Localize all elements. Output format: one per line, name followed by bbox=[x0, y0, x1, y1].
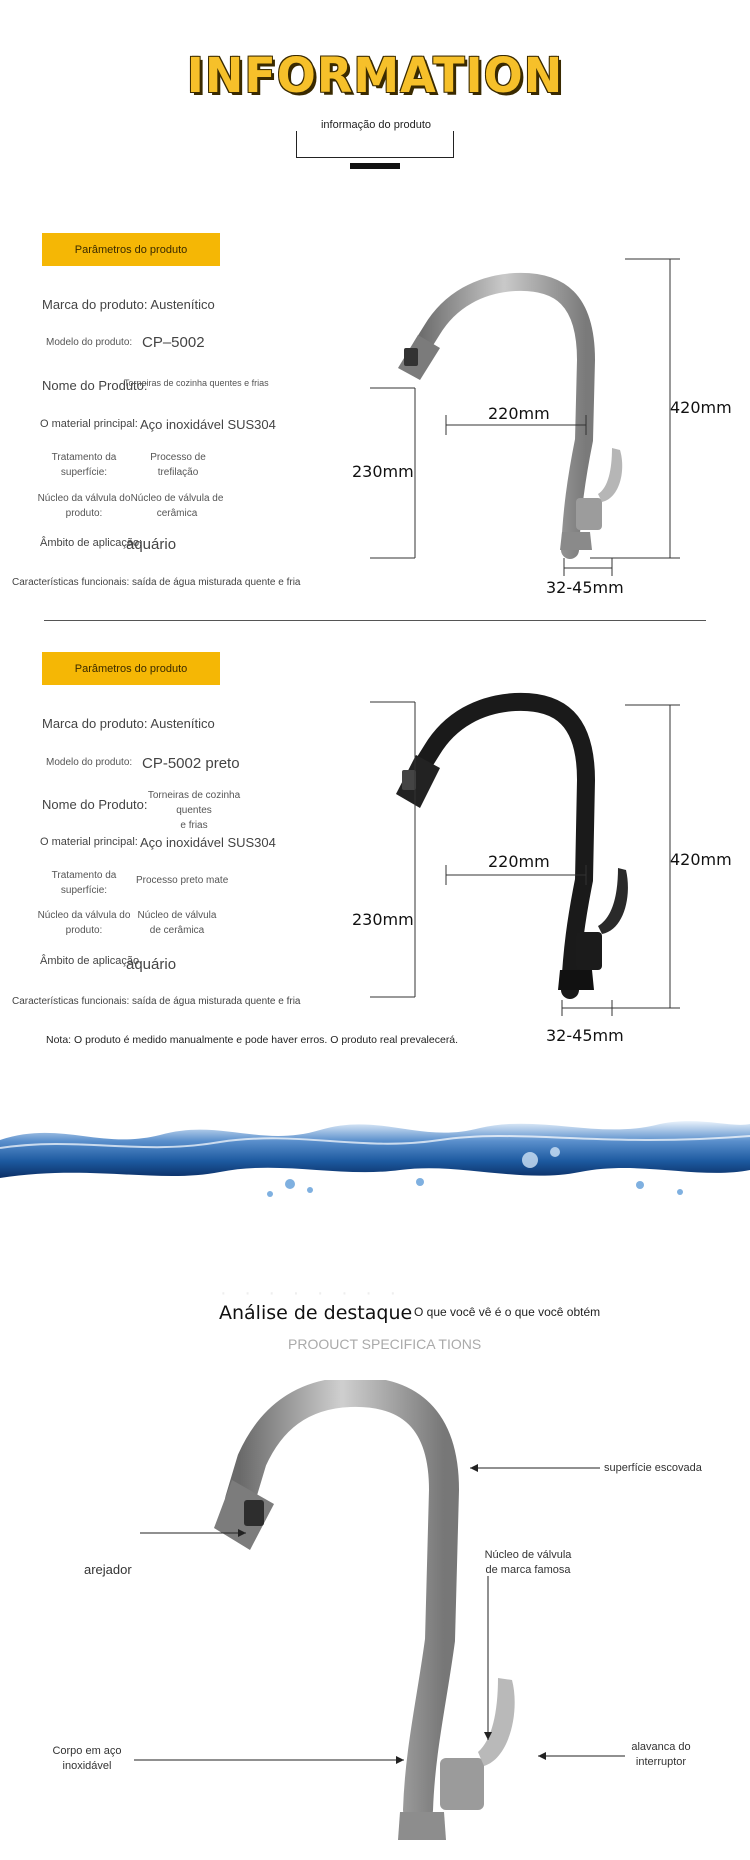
callout-body bbox=[46, 1744, 128, 1774]
surface-value-1 bbox=[136, 450, 220, 480]
surface-label-line1: Tratamento da bbox=[51, 870, 117, 881]
scope-label-1: Âmbito de aplicação: bbox=[40, 537, 143, 549]
valve-label-line2: produto: bbox=[65, 925, 103, 936]
surface-value-line2: trefilação bbox=[157, 467, 199, 478]
surface-value-2: Processo preto mate bbox=[136, 875, 229, 886]
valve-value-1 bbox=[130, 491, 224, 521]
material-value-2: Aço inoxidável SUS304 bbox=[140, 835, 276, 850]
dim-reach-2: 220mm bbox=[488, 852, 550, 871]
callout-body-line1: Corpo em aço bbox=[52, 1745, 122, 1757]
dim-spout-1: 230mm bbox=[352, 462, 414, 481]
valve-label-line2: produto: bbox=[65, 508, 103, 519]
valve-value-line1: Núcleo de válvula de bbox=[130, 493, 224, 504]
measurement-note: Nota: O produto é medido manualmente e pode haver erros. O produto real prevalecerá. bbox=[46, 1034, 459, 1046]
name-value-line2: e frias bbox=[180, 820, 208, 831]
subtitle-underline bbox=[350, 163, 400, 169]
dim-spout-2: 230mm bbox=[352, 910, 414, 929]
dim-height-2: 420mm bbox=[670, 850, 732, 869]
surface-label-2 bbox=[40, 868, 128, 898]
model-label-2: Modelo do produto: bbox=[46, 757, 133, 768]
params-tag-2: Parâmetros do produto bbox=[42, 652, 220, 685]
material-value-1: Aço inoxidável SUS304 bbox=[140, 417, 276, 432]
brand-row-1 bbox=[42, 297, 215, 312]
dim-base-1: 32-45mm bbox=[546, 578, 624, 597]
callout-surface: superfície escovada bbox=[604, 1462, 702, 1474]
scope-value-1: aquário bbox=[126, 536, 177, 553]
subtitle-frame bbox=[296, 127, 454, 158]
name-value-1: Torneiras de cozinha quentes e frias bbox=[124, 378, 269, 388]
water-splash-image bbox=[0, 1100, 750, 1200]
name-label-1: Nome do Produto: bbox=[42, 378, 148, 393]
callout-lever bbox=[622, 1740, 700, 1770]
valve-label-2 bbox=[36, 908, 132, 938]
name-label-2: Nome do Produto: bbox=[42, 797, 148, 812]
section-divider bbox=[44, 620, 706, 621]
callout-aerator: arejador bbox=[84, 1562, 132, 1577]
brand-row-2 bbox=[42, 716, 215, 731]
params-tag-1: Parâmetros do produto bbox=[42, 233, 220, 266]
highlight-spec-label: PROOUCT SPECIFICA TIONS bbox=[288, 1336, 482, 1352]
callout-lever-line2: interruptor bbox=[635, 1756, 687, 1768]
features-2: Características funcionais: saída de água misturada quente e fria bbox=[12, 996, 301, 1007]
callout-valve-line1: Núcleo de válvula bbox=[484, 1549, 572, 1561]
faucet-black-diagram bbox=[340, 660, 740, 1020]
valve-label-1 bbox=[36, 491, 132, 521]
dim-base-2: 32-45mm bbox=[546, 1026, 624, 1045]
model-value-1: CP–5002 bbox=[142, 334, 205, 351]
valve-value-line1: Núcleo de válvula bbox=[137, 910, 217, 921]
surface-label-line2: superfície: bbox=[60, 885, 108, 896]
valve-value-line2: cerâmica bbox=[156, 508, 198, 519]
highlight-title: Análise de destaque bbox=[219, 1302, 413, 1324]
brand-label: Marca do produto: bbox=[42, 716, 148, 731]
page-subtitle: informação do produto bbox=[296, 119, 456, 131]
name-value-2 bbox=[132, 788, 256, 833]
callout-valve bbox=[482, 1548, 574, 1578]
surface-value-line1: Processo de bbox=[150, 452, 206, 463]
surface-label-line2: superfície: bbox=[60, 467, 108, 478]
valve-value-2 bbox=[130, 908, 224, 938]
highlight-subtitle: O que você vê é o que você obtém bbox=[414, 1305, 601, 1319]
dim-reach-1: 220mm bbox=[488, 404, 550, 423]
material-label-1: O material principal: bbox=[40, 418, 138, 430]
scope-label-2: Âmbito de aplicação bbox=[40, 955, 140, 967]
valve-label-line1: Núcleo da válvula do bbox=[37, 493, 131, 504]
page-title: INFORMATION bbox=[186, 46, 564, 104]
brand-label: Marca do produto: bbox=[42, 297, 148, 312]
callout-valve-line2: de marca famosa bbox=[485, 1564, 571, 1576]
name-value-line1: Torneiras de cozinha quentes bbox=[147, 790, 241, 816]
dim-height-1: 420mm bbox=[670, 398, 732, 417]
callout-body-line2: inoxidável bbox=[62, 1760, 112, 1772]
features-1: Características funcionais: saída de água misturada quente e fria bbox=[12, 577, 301, 588]
faucet-steel-large bbox=[214, 1392, 515, 1840]
brand-value: Austenítico bbox=[150, 297, 215, 312]
brand-value: Austenítico bbox=[150, 716, 215, 731]
faucet-highlight-diagram bbox=[0, 1380, 750, 1860]
valve-label-line1: Núcleo da válvula do bbox=[37, 910, 131, 921]
model-value-2: CP-5002 preto bbox=[142, 755, 240, 772]
faucet-black bbox=[396, 702, 628, 990]
model-label-1: Modelo do produto: bbox=[46, 337, 133, 348]
valve-value-line2: de cerâmica bbox=[149, 925, 205, 936]
surface-label-1 bbox=[40, 450, 128, 480]
ghost-heading: · · · · · · · · bbox=[220, 1282, 403, 1304]
scope-value-2: aquário bbox=[126, 956, 177, 973]
callout-lever-line1: alavanca do bbox=[631, 1741, 691, 1753]
material-label-2: O material principal: bbox=[40, 836, 138, 848]
surface-label-line1: Tratamento da bbox=[51, 452, 117, 463]
